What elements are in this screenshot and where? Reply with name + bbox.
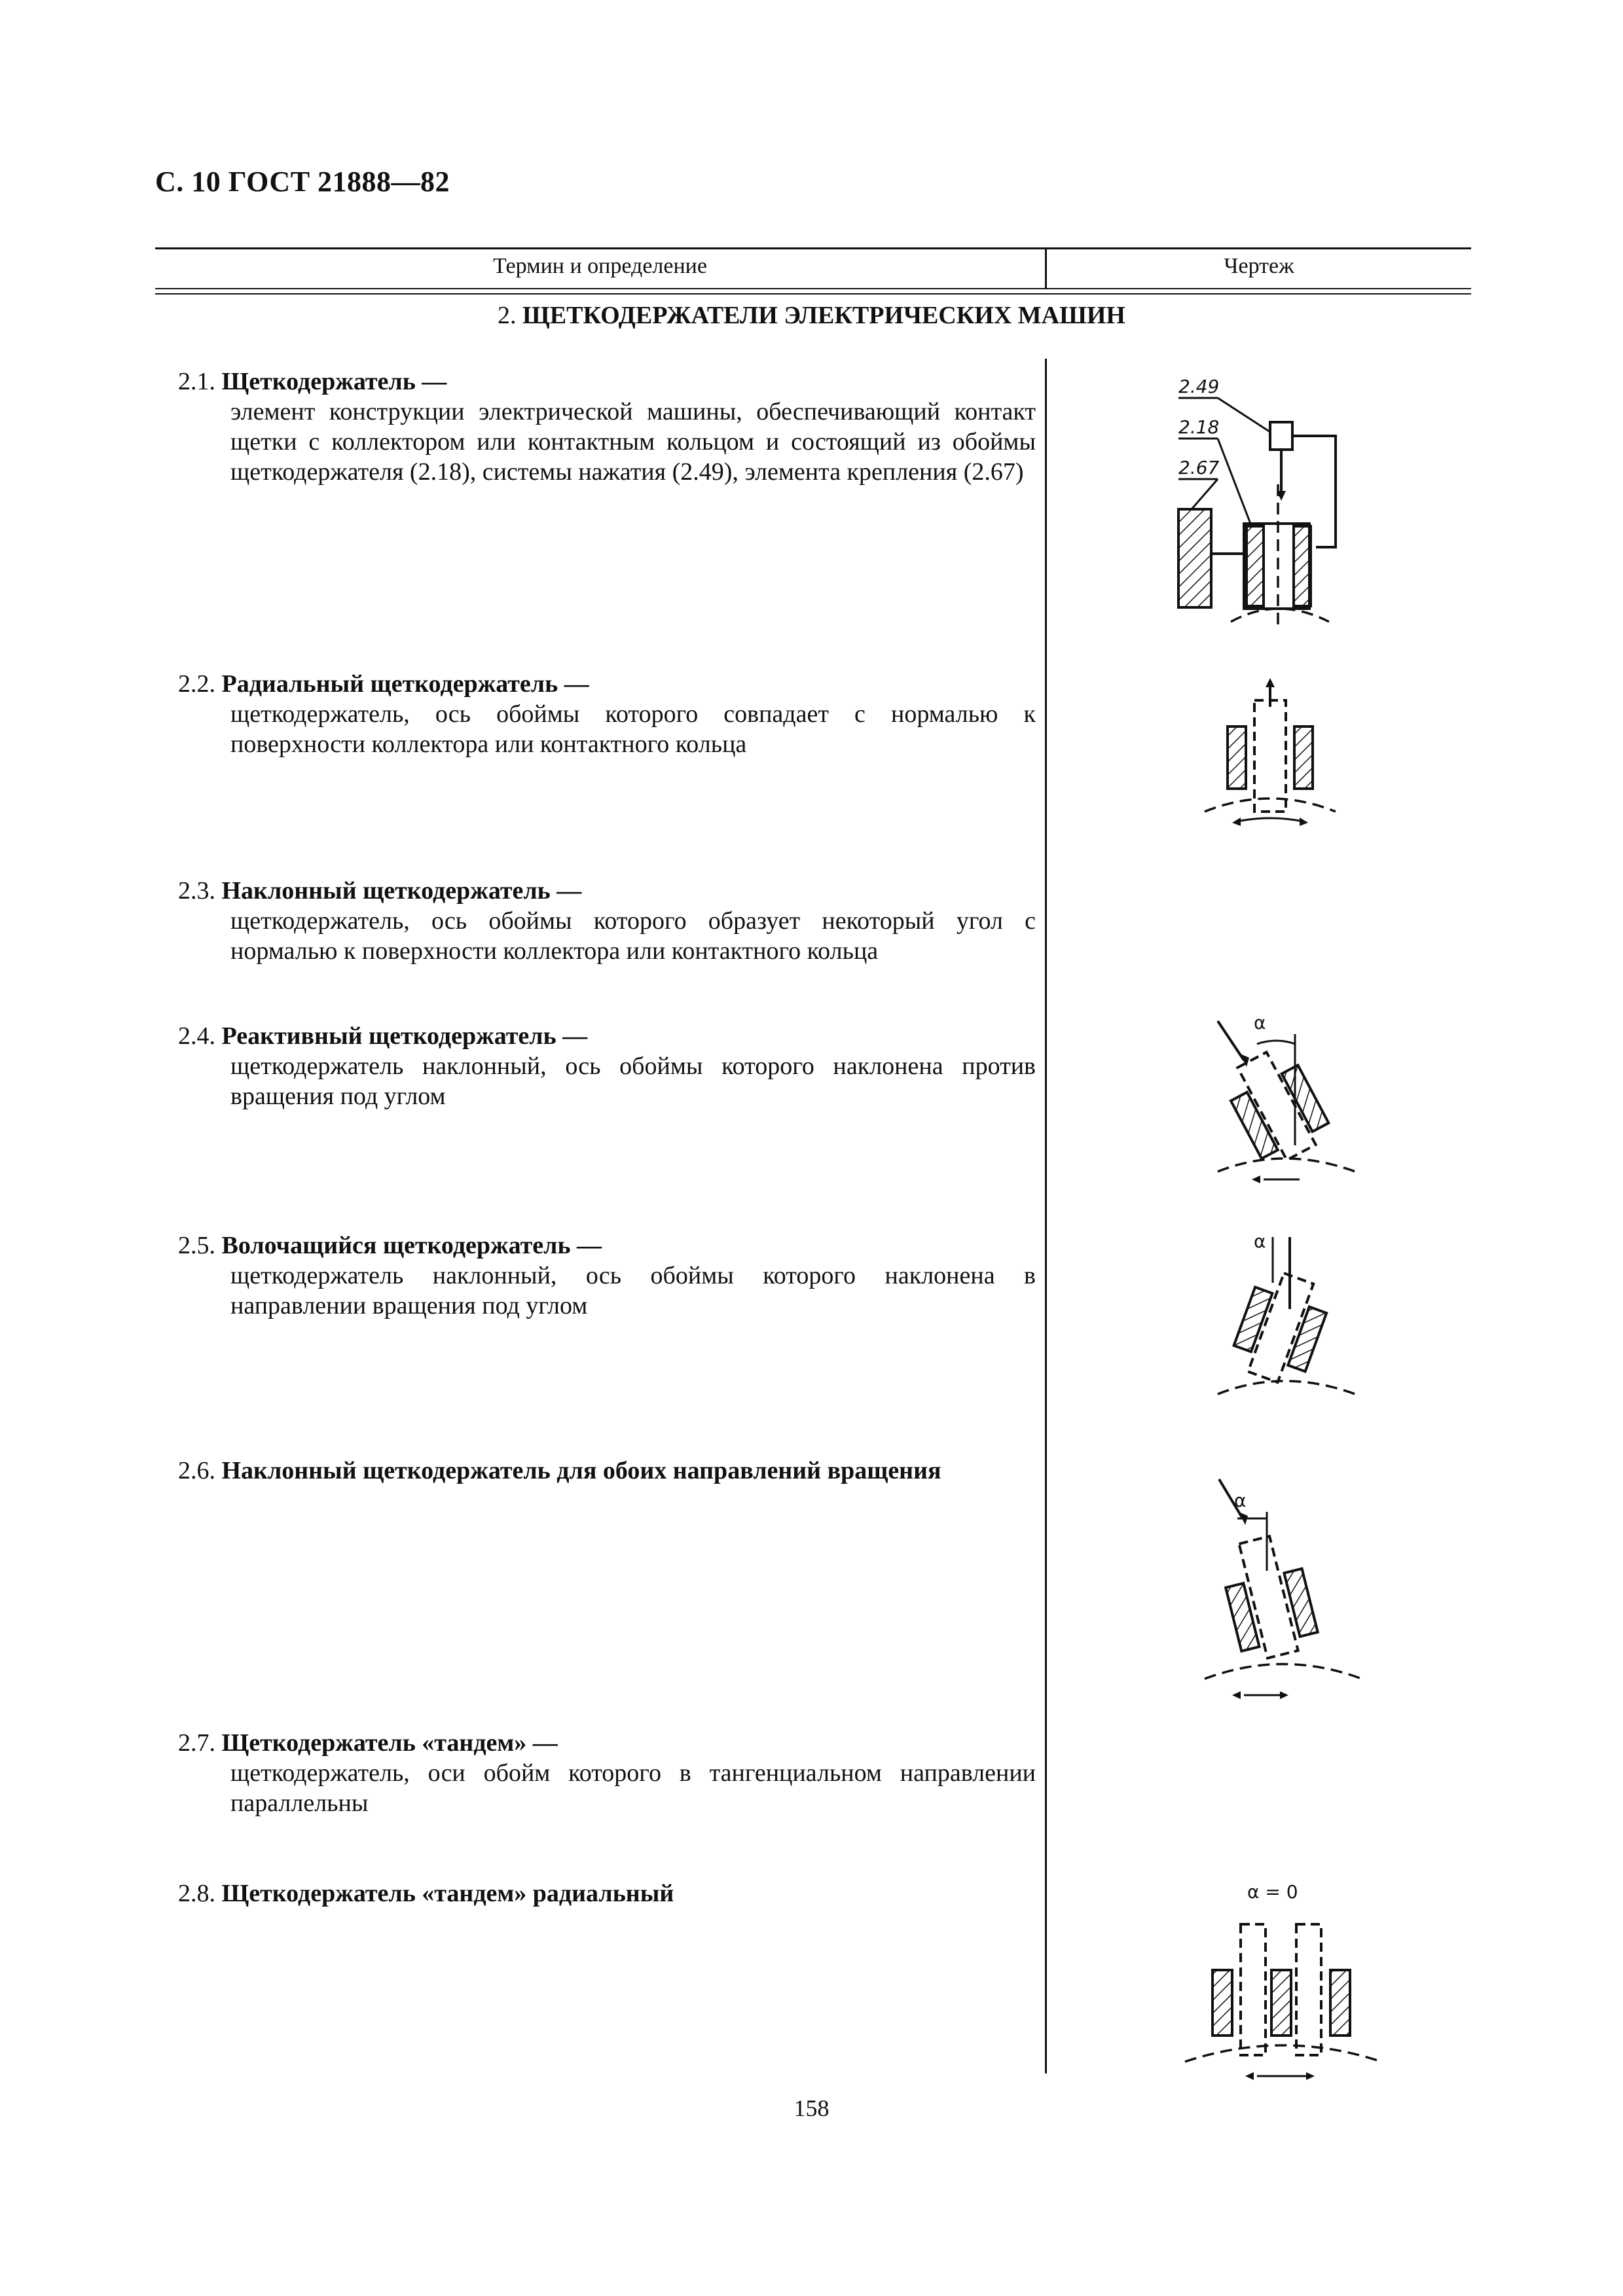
term-2-1: 2.1. Щеткодержатель — [178, 368, 447, 395]
definition-2-4: щеткодержатель наклонный, ось обоймы которого наклонена против вращения под углом [230, 1052, 1036, 1110]
definition-2-5: щеткодержатель наклонный, ось обоймы которого наклонена в направлении вращения под углом [230, 1262, 1036, 1319]
term-2-7: 2.7. Щеткодержатель «тандем» — [178, 1729, 558, 1757]
definition-2-1: элемент конструкции электрической машины, обеспечивающий контакт щетки с коллектором или контактным кольцом и состоящий из обоймы щеткодержателя (2.18), системы нажатия (2.49), элемента крепления (2.67) [230, 398, 1036, 486]
alpha-label-2-6: α [1234, 1490, 1247, 1511]
term-2-2: 2.2. Радиальный щеткодержатель — [178, 670, 589, 698]
section-number: 2. [498, 302, 517, 329]
term-2-3: 2.3. Наклонный щеткодержатель — [178, 877, 582, 905]
term-2-5: 2.5. Волочащийся щеткодержатель — [178, 1232, 602, 1259]
column-header-drawing: Чертеж [1224, 254, 1294, 278]
section-name: ЩЕТКОДЕРЖАТЕЛИ ЭЛЕКТРИЧЕСКИХ МАШИН [522, 302, 1125, 329]
drawing-2-1 [1165, 367, 1362, 641]
label-2-67: 2.67 [1178, 457, 1220, 478]
drawing-2-8 [1172, 1872, 1395, 2088]
term-2-4: 2.4. Реактивный щеткодержатель — [178, 1022, 588, 1050]
term-2-6: 2.6. Наклонный щеткодержатель для обоих направлений вращения [178, 1457, 941, 1484]
definition-2-3: щеткодержатель, ось обоймы которого образует некоторый угол с нормалью к поверхности коллектора или контактного кольца [230, 907, 1036, 965]
page-header-title: С. 10 ГОСТ 21888—82 [155, 166, 450, 198]
drawing-2-4 [1192, 1008, 1375, 1185]
label-2-18: 2.18 [1178, 416, 1220, 438]
table-head-rule-1 [155, 288, 1471, 289]
term-2-8: 2.8. Щеткодержатель «тандем» радиальный [178, 1880, 674, 1907]
drawing-2-2 [1192, 681, 1349, 844]
table-top-rule [155, 247, 1471, 249]
frame-wall [1178, 509, 1211, 607]
alpha-label-2-4: α [1254, 1012, 1266, 1033]
alpha-zero-label: α = 0 [1247, 1881, 1298, 1903]
definition-2-2: щеткодержатель, ось обоймы которого совпадает с нормалью к поверхности коллектора или контактного кольца [230, 700, 1036, 758]
drawing-2-5 [1192, 1217, 1375, 1401]
section-title [0, 301, 1623, 330]
column-header-term: Термин и определение [493, 254, 707, 278]
definition-2-7: щеткодержатель, оси обойм которого в тангенциальном направлении параллельны [230, 1759, 1036, 1817]
table-column-divider [1045, 359, 1047, 2073]
page-number: 158 [793, 2095, 830, 2121]
table-head-rule-2 [155, 293, 1471, 295]
drawing-2-6 [1192, 1466, 1375, 1715]
alpha-label-2-5: α [1254, 1230, 1266, 1252]
label-2-49: 2.49 [1178, 376, 1220, 397]
